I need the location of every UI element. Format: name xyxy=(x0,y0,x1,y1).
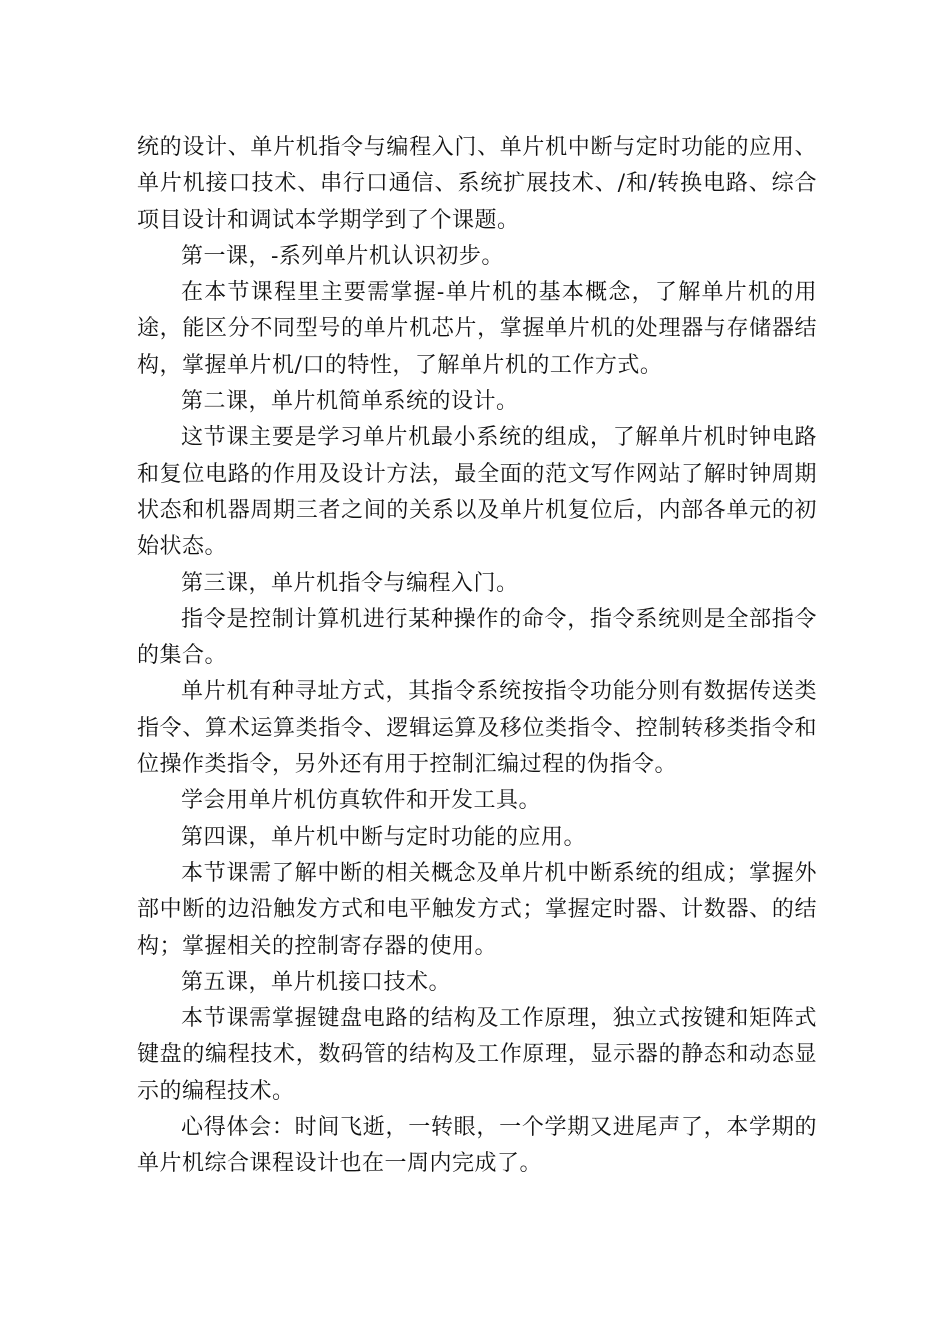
lesson-1-body: 在本节课程里主要需掌握-单片机的基本概念，了解单片机的用途，能区分不同型号的单片机芯片，掌握单片机的处理器与存储器结构，掌握单片机/口的特性，了解单片机的工作方式。 xyxy=(137,280,817,378)
lesson-3-body-2: 单片机有种寻址方式，其指令系统按指令功能分则有数据传送类指令、算术运算类指令、逻辑运算及移位类指令、控制转移类指令和位操作类指令，另外还有用于控制汇编过程的伪指令。 xyxy=(137,679,817,778)
document-body xyxy=(137,130,817,1183)
lesson-5-heading: 第五课，单片机接口技术。 xyxy=(181,969,452,995)
lesson-1-heading: 第一课，-系列单片机认识初步。 xyxy=(181,243,504,269)
lesson-2-body: 这节课主要是学习单片机最小系统的组成，了解单片机时钟电路和复位电路的作用及设计方法，最全面的范文写作网站了解时钟周期状态和机器周期三者之间的关系以及单片机复位后，内部各单元的初始状态。 xyxy=(137,425,817,560)
lesson-3-body-1: 指令是控制计算机进行某种操作的命令，指令系统则是全部指令的集合。 xyxy=(137,606,817,669)
reflection-paragraph: 心得体会：时间飞逝，一转眼，一个学期又进尾声了，本学期的单片机综合课程设计也在一周内完成了。 xyxy=(137,1115,817,1177)
lesson-3-heading: 第三课，单片机指令与编程入门。 xyxy=(181,570,519,596)
lesson-5-body: 本节课需掌握键盘电路的结构及工作原理，独立式按键和矩阵式键盘的编程技术，数码管的结构及工作原理，显示器的静态和动态显示的编程技术。 xyxy=(137,1006,817,1104)
lesson-4-heading: 第四课，单片机中断与定时功能的应用。 xyxy=(181,824,587,850)
lesson-2-heading: 第二课，单片机简单系统的设计。 xyxy=(181,389,519,415)
lesson-4-body: 本节课需了解中断的相关概念及单片机中断系统的组成；掌握外部中断的边沿触发方式和电平触发方式；掌握定时器、计数器、的结构；掌握相关的控制寄存器的使用。 xyxy=(137,860,817,959)
paragraph-continuation: 统的设计、单片机指令与编程入门、单片机中断与定时功能的应用、单片机接口技术、串行口通信、系统扩展技术、/和/转换电路、综合项目设计和调试本学期学到了个课题。 xyxy=(137,135,817,233)
lesson-3-body-3: 学会用单片机仿真软件和开发工具。 xyxy=(181,788,542,814)
